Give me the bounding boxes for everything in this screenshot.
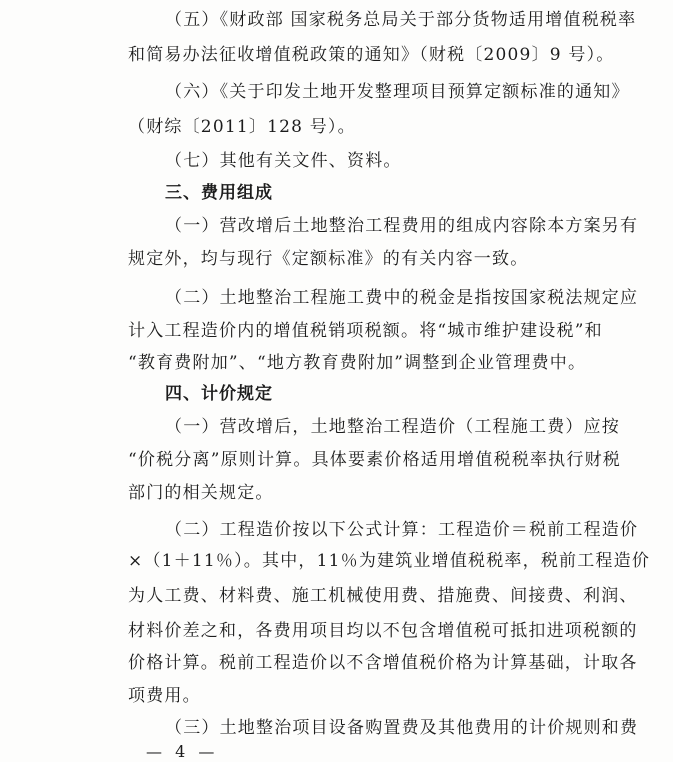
- text-line: “价税分离”原则计算。具体要素价格适用增值税税率执行财税: [128, 450, 621, 470]
- text-line: 项费用。: [128, 686, 201, 706]
- text-line: （财综〔2011〕128 号）。: [128, 117, 356, 137]
- text-line: （五）《财政部 国家税务总局关于部分货物适用增值税税率: [165, 10, 637, 30]
- text-line: （三）土地整治项目设备购置费及其他费用的计价规则和费: [165, 718, 639, 738]
- section-heading: 四、计价规定: [165, 384, 273, 404]
- text-line: 规定外，均与现行《定额标准》的有关内容一致。: [128, 249, 529, 269]
- text-line: 为人工费、材料费、施工机械使用费、措施费、间接费、利润、: [128, 586, 638, 606]
- text-line: （一）营改增后土地整治工程费用的组成内容除本方案另有: [165, 216, 639, 236]
- text-line: 价格计算。税前工程造价以不含增值税价格为计算基础，计取各: [128, 653, 638, 673]
- text-line: （七）其他有关文件、资料。: [165, 151, 402, 171]
- text-line: （二）工程造价按以下公式计算：工程造价＝税前工程造价: [165, 520, 639, 540]
- text-line: 和简易办法征收增值税政策的通知》（财税〔2009〕9 号）。: [128, 45, 615, 65]
- section-heading: 三、费用组成: [165, 183, 273, 203]
- text-line: “教育费附加”、“地方教育费附加”调整到企业管理费中。: [128, 353, 587, 373]
- text-line: 部门的相关规定。: [128, 483, 274, 503]
- text-line: （二）土地整治工程施工费中的税金是指按国家税法规定应: [165, 288, 639, 308]
- text-line: 计入工程造价内的增值税销项税额。将“城市维护建设税”和: [128, 321, 603, 341]
- text-line: 材料价差之和，各费用项目均以不包含增值税可抵扣进项税额的: [128, 621, 638, 641]
- text-line: ×（1＋11％）。其中，11％为建筑业增值税税率，税前工程造价: [128, 551, 651, 571]
- page-number: — 4 —: [146, 742, 219, 761]
- text-line: （一）营改增后，土地整治工程造价（工程施工费）应按: [165, 417, 620, 437]
- text-line: （六）《关于印发土地开发整理项目预算定额标准的通知》: [165, 82, 630, 102]
